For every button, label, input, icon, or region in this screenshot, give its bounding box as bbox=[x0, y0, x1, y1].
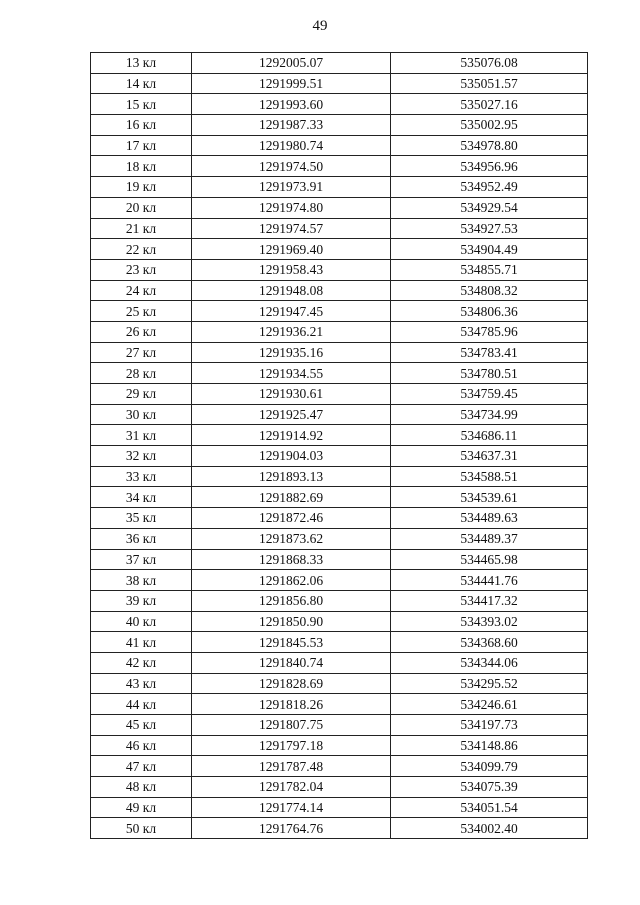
y-coordinate-cell: 534099.79 bbox=[391, 756, 588, 777]
table-row bbox=[91, 549, 588, 570]
point-label-cell: 34 кл bbox=[91, 487, 192, 508]
table-row bbox=[91, 301, 588, 322]
y-coordinate-cell: 534783.41 bbox=[391, 342, 588, 363]
x-coordinate-cell: 1291958.43 bbox=[192, 259, 391, 280]
y-coordinate-cell: 534780.51 bbox=[391, 363, 588, 384]
y-coordinate-cell: 534588.51 bbox=[391, 466, 588, 487]
x-coordinate-cell: 1291872.46 bbox=[192, 508, 391, 529]
x-coordinate-cell: 1291873.62 bbox=[192, 528, 391, 549]
table-row bbox=[91, 53, 588, 74]
x-coordinate-cell: 1291914.92 bbox=[192, 425, 391, 446]
table-row bbox=[91, 632, 588, 653]
point-label-cell: 36 кл bbox=[91, 528, 192, 549]
y-coordinate-cell: 534539.61 bbox=[391, 487, 588, 508]
y-coordinate-cell: 534441.76 bbox=[391, 570, 588, 591]
point-label-cell: 24 кл bbox=[91, 280, 192, 301]
y-coordinate-cell: 534734.99 bbox=[391, 404, 588, 425]
table-row bbox=[91, 156, 588, 177]
x-coordinate-cell: 1291947.45 bbox=[192, 301, 391, 322]
x-coordinate-cell: 1291974.80 bbox=[192, 197, 391, 218]
table-row bbox=[91, 715, 588, 736]
y-coordinate-cell: 534002.40 bbox=[391, 818, 588, 839]
point-label-cell: 40 кл bbox=[91, 611, 192, 632]
x-coordinate-cell: 1291828.69 bbox=[192, 673, 391, 694]
point-label-cell: 48 кл bbox=[91, 777, 192, 798]
y-coordinate-cell: 534075.39 bbox=[391, 777, 588, 798]
point-label-cell: 14 кл bbox=[91, 73, 192, 94]
y-coordinate-cell: 534489.63 bbox=[391, 508, 588, 529]
x-coordinate-cell: 1291818.26 bbox=[192, 694, 391, 715]
x-coordinate-cell: 1291782.04 bbox=[192, 777, 391, 798]
table-row bbox=[91, 818, 588, 839]
point-label-cell: 26 кл bbox=[91, 321, 192, 342]
y-coordinate-cell: 534927.53 bbox=[391, 218, 588, 239]
y-coordinate-cell: 534465.98 bbox=[391, 549, 588, 570]
x-coordinate-cell: 1291850.90 bbox=[192, 611, 391, 632]
point-label-cell: 41 кл bbox=[91, 632, 192, 653]
table-row bbox=[91, 342, 588, 363]
x-coordinate-cell: 1291893.13 bbox=[192, 466, 391, 487]
table-row bbox=[91, 694, 588, 715]
x-coordinate-cell: 1291807.75 bbox=[192, 715, 391, 736]
point-label-cell: 23 кл bbox=[91, 259, 192, 280]
y-coordinate-cell: 535051.57 bbox=[391, 73, 588, 94]
table-row bbox=[91, 735, 588, 756]
point-label-cell: 17 кл bbox=[91, 135, 192, 156]
y-coordinate-cell: 534197.73 bbox=[391, 715, 588, 736]
table-row bbox=[91, 259, 588, 280]
x-coordinate-cell: 1291862.06 bbox=[192, 570, 391, 591]
x-coordinate-cell: 1291845.53 bbox=[192, 632, 391, 653]
x-coordinate-cell: 1291904.03 bbox=[192, 446, 391, 467]
point-label-cell: 15 кл bbox=[91, 94, 192, 115]
table-row bbox=[91, 528, 588, 549]
table-row bbox=[91, 508, 588, 529]
y-coordinate-cell: 534393.02 bbox=[391, 611, 588, 632]
y-coordinate-cell: 534295.52 bbox=[391, 673, 588, 694]
point-label-cell: 37 кл bbox=[91, 549, 192, 570]
table-row bbox=[91, 280, 588, 301]
x-coordinate-cell: 1291882.69 bbox=[192, 487, 391, 508]
y-coordinate-cell: 534806.36 bbox=[391, 301, 588, 322]
y-coordinate-cell: 534929.54 bbox=[391, 197, 588, 218]
x-coordinate-cell: 1291925.47 bbox=[192, 404, 391, 425]
y-coordinate-cell: 534686.11 bbox=[391, 425, 588, 446]
table-row bbox=[91, 404, 588, 425]
y-coordinate-cell: 534978.80 bbox=[391, 135, 588, 156]
x-coordinate-cell: 1291764.76 bbox=[192, 818, 391, 839]
point-label-cell: 33 кл bbox=[91, 466, 192, 487]
table-row bbox=[91, 425, 588, 446]
x-coordinate-cell: 1291974.50 bbox=[192, 156, 391, 177]
x-coordinate-cell: 1291980.74 bbox=[192, 135, 391, 156]
table-row bbox=[91, 94, 588, 115]
point-label-cell: 46 кл bbox=[91, 735, 192, 756]
point-label-cell: 20 кл bbox=[91, 197, 192, 218]
table-row bbox=[91, 590, 588, 611]
x-coordinate-cell: 1291934.55 bbox=[192, 363, 391, 384]
point-label-cell: 47 кл bbox=[91, 756, 192, 777]
x-coordinate-cell: 1291797.18 bbox=[192, 735, 391, 756]
table-row bbox=[91, 777, 588, 798]
point-label-cell: 32 кл bbox=[91, 446, 192, 467]
point-label-cell: 19 кл bbox=[91, 177, 192, 198]
table-row bbox=[91, 466, 588, 487]
point-label-cell: 13 кл bbox=[91, 53, 192, 74]
table-row bbox=[91, 239, 588, 260]
x-coordinate-cell: 1291999.51 bbox=[192, 73, 391, 94]
y-coordinate-cell: 534368.60 bbox=[391, 632, 588, 653]
table-row bbox=[91, 197, 588, 218]
x-coordinate-cell: 1292005.07 bbox=[192, 53, 391, 74]
y-coordinate-cell: 534246.61 bbox=[391, 694, 588, 715]
point-label-cell: 28 кл bbox=[91, 363, 192, 384]
x-coordinate-cell: 1291840.74 bbox=[192, 652, 391, 673]
y-coordinate-cell: 534051.54 bbox=[391, 797, 588, 818]
page-number: 49 bbox=[312, 18, 328, 34]
x-coordinate-cell: 1291868.33 bbox=[192, 549, 391, 570]
y-coordinate-cell: 534417.32 bbox=[391, 590, 588, 611]
point-label-cell: 42 кл bbox=[91, 652, 192, 673]
y-coordinate-cell: 534855.71 bbox=[391, 259, 588, 280]
coordinates-table bbox=[90, 52, 588, 839]
table-row bbox=[91, 652, 588, 673]
table-row bbox=[91, 756, 588, 777]
y-coordinate-cell: 534344.06 bbox=[391, 652, 588, 673]
y-coordinate-cell: 535027.16 bbox=[391, 94, 588, 115]
y-coordinate-cell: 534489.37 bbox=[391, 528, 588, 549]
y-coordinate-cell: 534956.96 bbox=[391, 156, 588, 177]
y-coordinate-cell: 534904.49 bbox=[391, 239, 588, 260]
table-row bbox=[91, 177, 588, 198]
table-row bbox=[91, 487, 588, 508]
table-row bbox=[91, 611, 588, 632]
table-row bbox=[91, 321, 588, 342]
table-row bbox=[91, 446, 588, 467]
table-row bbox=[91, 673, 588, 694]
y-coordinate-cell: 534785.96 bbox=[391, 321, 588, 342]
x-coordinate-cell: 1291936.21 bbox=[192, 321, 391, 342]
y-coordinate-cell: 534148.86 bbox=[391, 735, 588, 756]
y-coordinate-cell: 534759.45 bbox=[391, 384, 588, 405]
y-coordinate-cell: 535076.08 bbox=[391, 53, 588, 74]
point-label-cell: 18 кл bbox=[91, 156, 192, 177]
point-label-cell: 43 кл bbox=[91, 673, 192, 694]
x-coordinate-cell: 1291774.14 bbox=[192, 797, 391, 818]
point-label-cell: 45 кл bbox=[91, 715, 192, 736]
coordinates-table-body bbox=[91, 53, 588, 839]
table-row bbox=[91, 115, 588, 136]
point-label-cell: 16 кл bbox=[91, 115, 192, 136]
point-label-cell: 44 кл bbox=[91, 694, 192, 715]
point-label-cell: 27 кл bbox=[91, 342, 192, 363]
x-coordinate-cell: 1291856.80 bbox=[192, 590, 391, 611]
point-label-cell: 50 кл bbox=[91, 818, 192, 839]
point-label-cell: 22 кл bbox=[91, 239, 192, 260]
point-label-cell: 49 кл bbox=[91, 797, 192, 818]
x-coordinate-cell: 1291993.60 bbox=[192, 94, 391, 115]
y-coordinate-cell: 534637.31 bbox=[391, 446, 588, 467]
table-row bbox=[91, 73, 588, 94]
table-row bbox=[91, 218, 588, 239]
x-coordinate-cell: 1291974.57 bbox=[192, 218, 391, 239]
point-label-cell: 39 кл bbox=[91, 590, 192, 611]
x-coordinate-cell: 1291787.48 bbox=[192, 756, 391, 777]
y-coordinate-cell: 535002.95 bbox=[391, 115, 588, 136]
point-label-cell: 35 кл bbox=[91, 508, 192, 529]
point-label-cell: 38 кл bbox=[91, 570, 192, 591]
point-label-cell: 31 кл bbox=[91, 425, 192, 446]
point-label-cell: 29 кл bbox=[91, 384, 192, 405]
table-row bbox=[91, 363, 588, 384]
point-label-cell: 25 кл bbox=[91, 301, 192, 322]
x-coordinate-cell: 1291973.91 bbox=[192, 177, 391, 198]
x-coordinate-cell: 1291935.16 bbox=[192, 342, 391, 363]
table-row bbox=[91, 135, 588, 156]
table-row bbox=[91, 570, 588, 591]
x-coordinate-cell: 1291969.40 bbox=[192, 239, 391, 260]
x-coordinate-cell: 1291948.08 bbox=[192, 280, 391, 301]
y-coordinate-cell: 534808.32 bbox=[391, 280, 588, 301]
point-label-cell: 21 кл bbox=[91, 218, 192, 239]
table-row bbox=[91, 797, 588, 818]
point-label-cell: 30 кл bbox=[91, 404, 192, 425]
x-coordinate-cell: 1291987.33 bbox=[192, 115, 391, 136]
y-coordinate-cell: 534952.49 bbox=[391, 177, 588, 198]
table-row bbox=[91, 384, 588, 405]
x-coordinate-cell: 1291930.61 bbox=[192, 384, 391, 405]
